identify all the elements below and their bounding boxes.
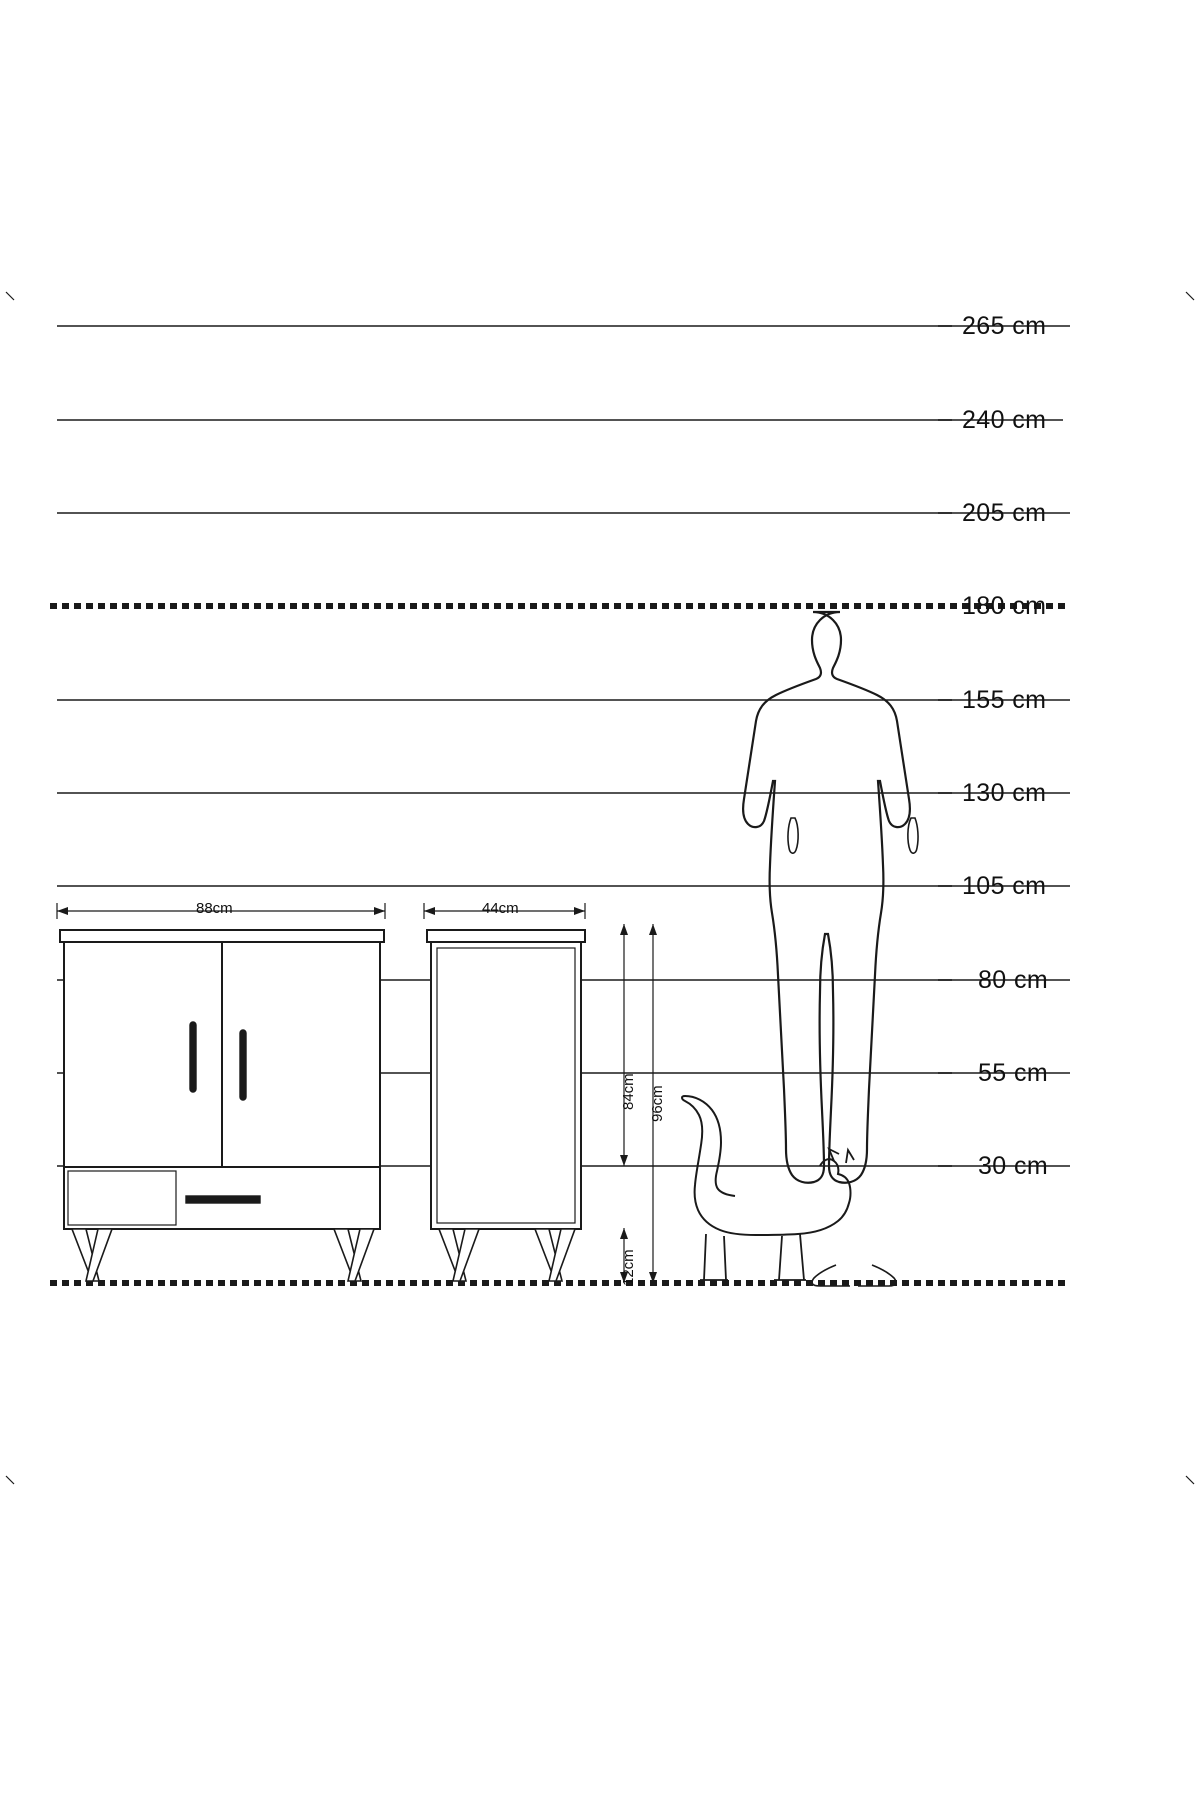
dimension-label-84cm: 84cm [620, 1073, 637, 1110]
scale-label-265: 265 cm [962, 312, 1047, 340]
scale-label-130: 130 cm [962, 779, 1047, 807]
scale-label-205: 205 cm [962, 499, 1047, 527]
dimension-label-12cm: 12cm [620, 1249, 637, 1286]
dimension-label-44cm: 44cm [482, 900, 519, 917]
two-door-cabinet-with-drawer [60, 930, 384, 1281]
scale-label-30: 30 cm [978, 1152, 1049, 1180]
cat-silhouette [682, 1096, 854, 1280]
single-door-tall-cabinet [427, 930, 585, 1281]
scale-label-80: 80 cm [978, 966, 1049, 994]
human-silhouette [743, 612, 918, 1286]
scale-label-155: 155 cm [962, 686, 1047, 714]
label-ticks [938, 326, 952, 1166]
scale-label-180: 180 cm [962, 592, 1047, 620]
scale-label-55: 55 cm [978, 1059, 1049, 1087]
scale-label-240: 240 cm [962, 406, 1047, 434]
scale-label-105: 105 cm [962, 872, 1047, 900]
dimension-label-96cm: 96cm [649, 1085, 666, 1122]
dimension-label-88cm: 88cm [196, 900, 233, 917]
